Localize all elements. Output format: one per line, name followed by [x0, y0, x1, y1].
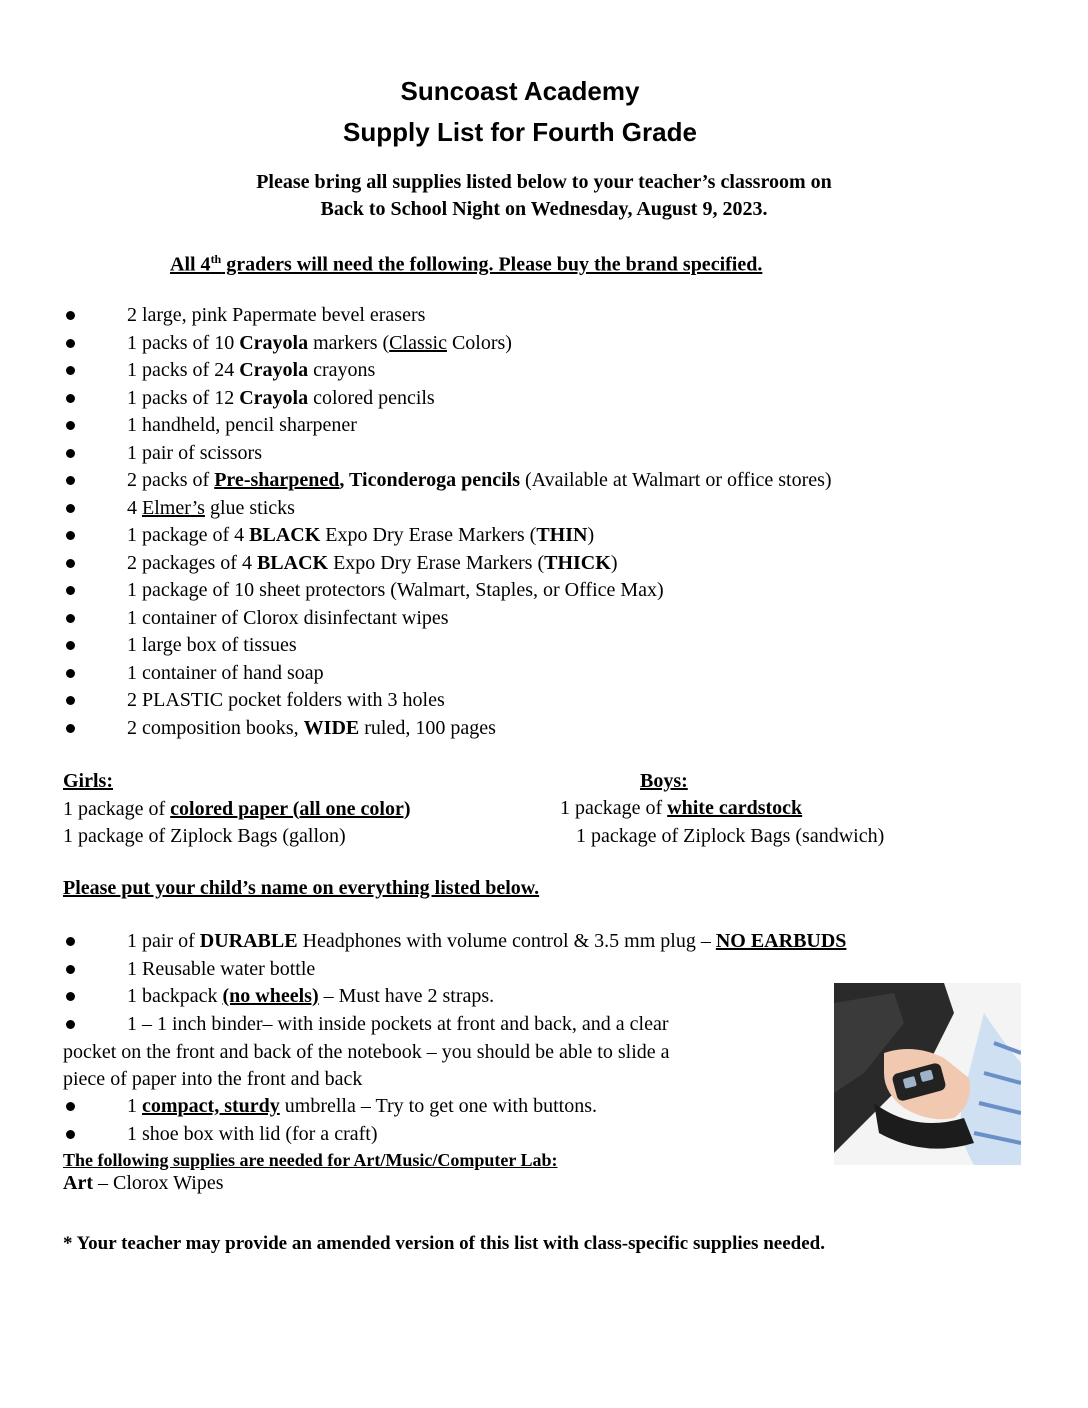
list-item: 4 Elmer’s glue sticks [63, 495, 963, 523]
list-item: 1 pair of DURABLE Headphones with volume control & 3.5 mm plug – NO EARBUDS [63, 928, 963, 956]
special-classes-heading: The following supplies are needed for Art/Music/Computer Lab: [63, 1150, 558, 1170]
footnote: * Your teacher may provide an amended version of this list with class-specific supplies needed. [63, 1233, 825, 1254]
list-item: 2 PLASTIC pocket folders with 3 holes [63, 687, 963, 715]
list-item: 2 packs of Pre-sharpened, Ticonderoga pencils (Available at Walmart or office stores) [63, 467, 963, 495]
list-item: 1 package of 10 sheet protectors (Walmart, Staples, or Office Max) [63, 577, 963, 605]
girls-item-paper: 1 package of colored paper (all one color) [63, 797, 411, 820]
bullet-icon [66, 394, 75, 403]
page-title: Supply List for Fourth Grade [343, 117, 697, 147]
bullet-icon [66, 366, 75, 375]
bullet-icon [66, 1130, 75, 1139]
bullet-icon [66, 965, 75, 974]
bullet-icon [66, 1102, 75, 1111]
section-heading-name-items: Please put your child’s name on everything listed below. [63, 877, 540, 899]
list-item: 2 packages of 4 BLACK Expo Dry Erase Markers (THICK) [63, 550, 963, 578]
boys-item-cardstock: 1 package of white cardstock [560, 797, 803, 819]
list-item: 1 packs of 24 Crayola crayons [63, 357, 963, 385]
list-item: 1 large box of tissues [63, 632, 963, 660]
bullet-icon [66, 992, 75, 1001]
list-item: 1 container of Clorox disinfectant wipes [63, 605, 963, 633]
list-item: 1 shoe box with lid (for a craft) [63, 1121, 963, 1149]
intro-line-2: Back to School Night on Wednesday, August 9, 2023. [320, 198, 768, 220]
binder-item: 1 – 1 inch binder– with inside pockets at front and back, and a clear pocket on the front and back of the notebook – you should be able to slide a piece of paper into the front and back [63, 1013, 670, 1090]
list-item: 1 packs of 10 Crayola markers (Classic Colors) [63, 330, 963, 358]
bullet-icon [66, 724, 75, 733]
bullet-icon [66, 449, 75, 458]
bullet-icon [66, 614, 75, 623]
bullet-icon [66, 531, 75, 540]
named-supply-list-cont [63, 1093, 963, 1148]
bullet-icon [66, 559, 75, 568]
bullet-icon [66, 641, 75, 650]
bullet-icon [66, 339, 75, 348]
list-item: 2 large, pink Papermate bevel erasers [63, 302, 963, 330]
bullet-icon [66, 504, 75, 513]
bullet-icon [66, 586, 75, 595]
list-item: 1 backpack (no wheels) – Must have 2 straps. [63, 983, 963, 1011]
bullet-icon [66, 476, 75, 485]
bullet-icon [66, 937, 75, 946]
bullet-icon [66, 669, 75, 678]
section-heading-all-graders: All 4th graders will need the following. Please buy the brand specified. [170, 252, 763, 276]
school-name: Suncoast Academy [400, 76, 640, 106]
list-item: 1 pair of scissors [63, 440, 963, 468]
girls-column [63, 768, 411, 851]
bullet-icon [66, 1020, 75, 1029]
umbrella-button-photo [834, 983, 1021, 1165]
umbrella-photo-icon [834, 983, 1021, 1165]
boys-heading: Boys: [640, 770, 688, 792]
list-item: 2 composition books, WIDE ruled, 100 pages [63, 715, 963, 743]
list-item: 1 package of 4 BLACK Expo Dry Erase Markers (THIN) [63, 522, 963, 550]
bullet-icon [66, 696, 75, 705]
list-item: 1 container of hand soap [63, 660, 963, 688]
named-supply-list [63, 928, 963, 1011]
list-item: 1 Reusable water bottle [63, 956, 963, 984]
supply-list [63, 302, 963, 742]
bullet-icon [66, 421, 75, 430]
girls-heading: Girls: [63, 770, 113, 792]
bullet-icon [66, 311, 75, 320]
boys-item-bags: 1 package of Ziplock Bags (sandwich) [576, 825, 885, 847]
list-item: 1 packs of 12 Crayola colored pencils [63, 385, 963, 413]
intro-line-1: Please bring all supplies listed below to your teacher’s classroom on [256, 171, 832, 193]
art-supply-line: Art – Clorox Wipes [63, 1172, 224, 1194]
list-item: 1 compact, sturdy umbrella – Try to get one with buttons. [63, 1093, 963, 1121]
girls-item-bags: 1 package of Ziplock Bags (gallon) [63, 825, 346, 847]
list-item: 1 handheld, pencil sharpener [63, 412, 963, 440]
